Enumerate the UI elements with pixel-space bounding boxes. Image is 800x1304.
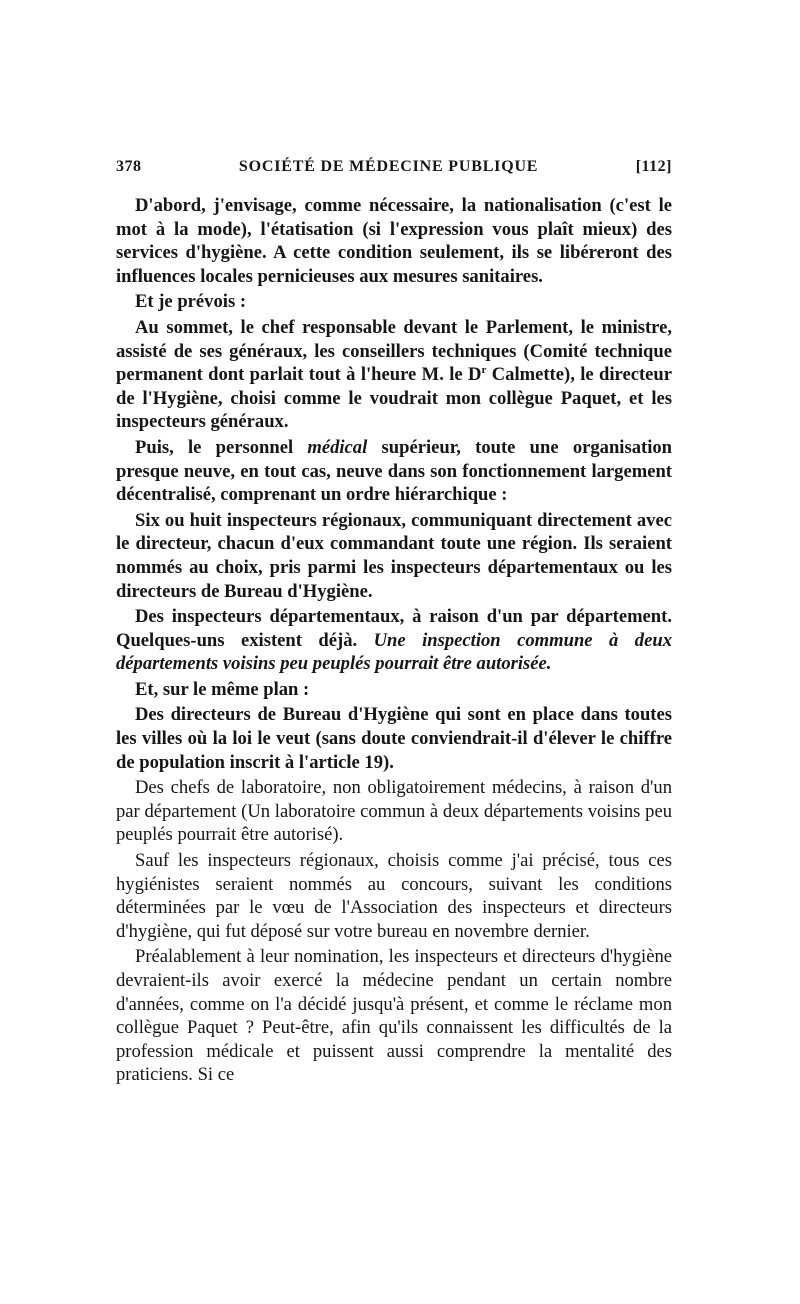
paragraph-directeurs-bureau: Des directeurs de Bureau d'Hygiène qui sont en place dans toutes les villes où la loi le veut (sans doute conviendrait-il d'élever le chiffre de population inscrit à l'article 19). bbox=[116, 704, 672, 773]
running-header bbox=[116, 158, 672, 188]
original-page-number: [112] bbox=[635, 158, 672, 175]
paragraph-prealablement: Préalablement à leur nomination, les inspecteurs et directeurs d'hygiène devraient-ils avoir exercé la médecine pendant un certain nombre d'années, comme on l'a décidé jusqu'à présent, et comme le réclame mon collègue Paquet ? Peut-être, afin qu'ils connaissent les difficultés de la profession médicale et puissent aussi comprendre la mentalité des praticiens. Si ce bbox=[116, 946, 672, 1086]
paragraph-nationalisation: D'abord, j'envisage, comme nécessaire, la nationalisation (c'est le mot à la mode), l'étatisation (si l'expression vous plaît mieux) des services d'hygiène. A cette condition seulement, ils se libéreront des influences locales pernicieuses aux mesures sanitaires. bbox=[116, 195, 672, 287]
paragraph-inspecteurs-departementaux: Des inspecteurs départementaux, à raison d'un par département. Quelques-uns existent déjà. Une inspection commune à deux départements voisins peu peuplés pourrait être autorisée. bbox=[116, 606, 672, 675]
paragraph-inspecteurs-regionaux: Six ou huit inspecteurs régionaux, communiquant directement avec le directeur, chacun d'eux commandant toute une région. Ils seraient nommés au choix, pris parmi les inspecteurs départementaux ou les directeurs de Bureau d'Hygiène. bbox=[116, 509, 672, 602]
page-body bbox=[116, 194, 672, 1087]
page-number: 378 bbox=[116, 158, 142, 175]
paragraph-personnel-medical: Puis, le personnel médical supérieur, toute une organisation presque neuve, en tout cas, neuve dans son fonctionnement largement décentralisé, comprenant un ordre hiérarchique : bbox=[116, 436, 673, 506]
book-page bbox=[116, 158, 672, 1089]
running-title: SOCIÉTÉ DE MÉDECINE PUBLIQUE bbox=[238, 158, 539, 175]
paragraph-je-prevois: Et je prévois : bbox=[135, 291, 247, 313]
paragraph-chefs-laboratoire: Des chefs de laboratoire, non obligatoirement médecins, à raison d'un par département (Un laboratoire commun à deux départements voisins peu peuplés pourrait être autorisé). bbox=[116, 777, 672, 846]
paragraph-meme-plan: Et, sur le même plan : bbox=[135, 678, 310, 700]
paragraph-concours: Sauf les inspecteurs régionaux, choisis comme j'ai précisé, tous ces hygiénistes seraient nommés au concours, suivant les conditions déterminées par le vœu de l'Association des inspecteurs et directeurs d'hygiène, qui fut déposé sur votre bureau en novembre dernier. bbox=[116, 850, 672, 942]
paragraph-au-sommet: Au sommet, le chef responsable devant le Parlement, le ministre, assisté de ses généraux, les conseillers techniques (Comité technique permanent dont parlait tout à l'heure M. le $D^r$ Calmette), le directeur de l'Hygiène, choisi comme le voudrait mon collègue Paquet, et les inspecteurs généraux. bbox=[116, 316, 672, 433]
